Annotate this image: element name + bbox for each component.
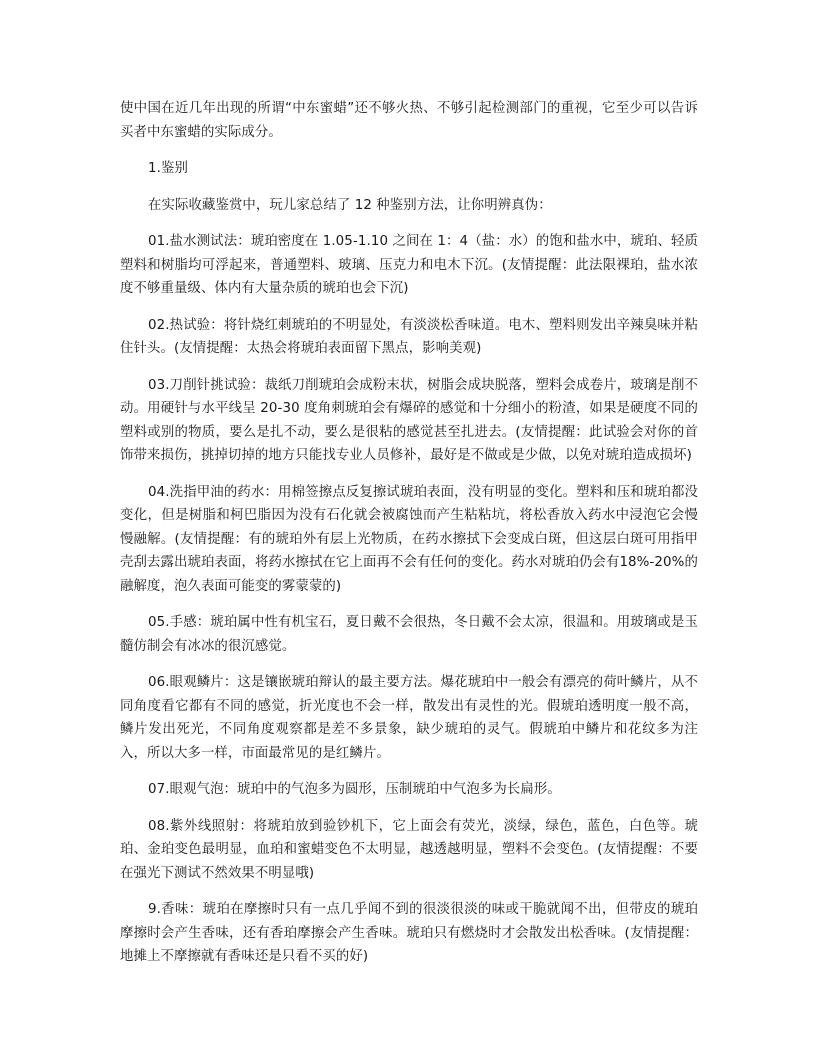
method-item-01: 01.盐水测试法：琥珀密度在 1.05-1.10 之间在 1：4（盐：水）的饱和盐水中，琥珀、轻质塑料和树脂均可浮起来，普通塑料、玻璃、压克力和电木下沉。(友情提醒：此法限裸珀，盐水浓度不够重量级、体内有大量杂质的琥珀也会下沉) (120, 234, 698, 296)
section-heading: 1.鉴别 (148, 161, 188, 176)
method-item-07: 07.眼观气泡：琥珀中的气泡多为圆形，压制琥珀中气泡多为长扁形。 (148, 782, 561, 797)
method-item-06: 06.眼观鳞片：这是镶嵌琥珀辩认的最主要方法。爆花琥珀中一般会有漂亮的荷叶鳞片，从不同角度看它都有不同的感觉，折光度也不会一样，散发出有灵性的光。假琥珀透明度一般不高，鳞片发出死光，不同角度观察都是差不多景象，缺少琥珀的灵气。假琥珀中鳞片和花纹多为注入，所以大多一样，市面最常见的是红鳞片。 (120, 675, 698, 761)
method-item-02: 02.热试验：将针烧红刺琥珀的不明显处，有淡淡松香味道。电木、塑料则发出辛辣臭味并粘住针头。(友情提醒：太热会将琥珀表面留下黑点，影响美观) (120, 317, 698, 356)
method-item-03: 03.刀削针挑试验：裁纸刀削琥珀会成粉末状，树脂会成块脱落，塑料会成卷片，玻璃是削不动。用硬针与水平线呈 20-30 度角刺琥珀会有爆碎的感觉和十分细小的粉渣，如果是硬度不同的塑料或别的物质，要么是扎不动，要么是很粘的感觉甚至扎进去。(友情提醒：此试验会对你的首饰带来损伤，挑掉切掉的地方只能找专业人员修补，最好是不做或是少做，以免对琥珀造成损坏) (120, 377, 698, 463)
intro-paragraph: 使中国在近几年出现的所谓“中东蜜蜡”还不够火热、不够引起检测部门的重视，它至少可以告诉买者中东蜜蜡的实际成分。 (120, 101, 698, 140)
document-body (120, 97, 698, 982)
method-item-08: 08.紫外线照射：将琥珀放到验钞机下，它上面会有荧光，淡绿，绿色，蓝色，白色等。琥珀、金珀变色最明显，血珀和蜜蜡变色不太明显，越透越明显，塑料不会变色。(友情提醒：不要在强光下测试不然效果不明显哦) (120, 818, 698, 881)
method-item-04: 04.洗指甲油的药水：用棉签擦点反复擦试琥珀表面，没有明显的变化。塑料和压和琥珀都没变化，但是树脂和柯巴脂因为没有石化就会被腐蚀而产生粘粘坑，将松香放入药水中浸泡它会慢慢融解。(友情提醒：有的琥珀外有层上光物质，在药水擦拭下会变成白斑，但这层白斑可用指甲壳刮去露出琥珀表面，将药水擦拭在它上面再不会有任何的变化。药水对琥珀仍会有18%-20%的融解度，泡久表面可能变的雾蒙蒙的) (120, 484, 698, 594)
method-item-05: 05.手感：琥珀属中性有机宝石，夏日戴不会很热，冬日戴不会太凉，很温和。用玻璃或是玉髓仿制会有冰冰的很沉感觉。 (120, 615, 698, 654)
lead-paragraph: 在实际收藏鉴赏中，玩儿家总结了 12 种鉴别方法，让你明辨真伪： (148, 197, 552, 213)
method-item-09: 9.香味：琥珀在摩擦时只有一点几乎闻不到的很淡很淡的味或干脆就闻不出，但带皮的琥珀摩擦时会产生香味，还有香珀摩擦会产生香味。琥珀只有燃烧时才会散发出松香味。(友情提醒：地摊上不摩擦就有香味还是只看不买的好) (120, 902, 698, 964)
